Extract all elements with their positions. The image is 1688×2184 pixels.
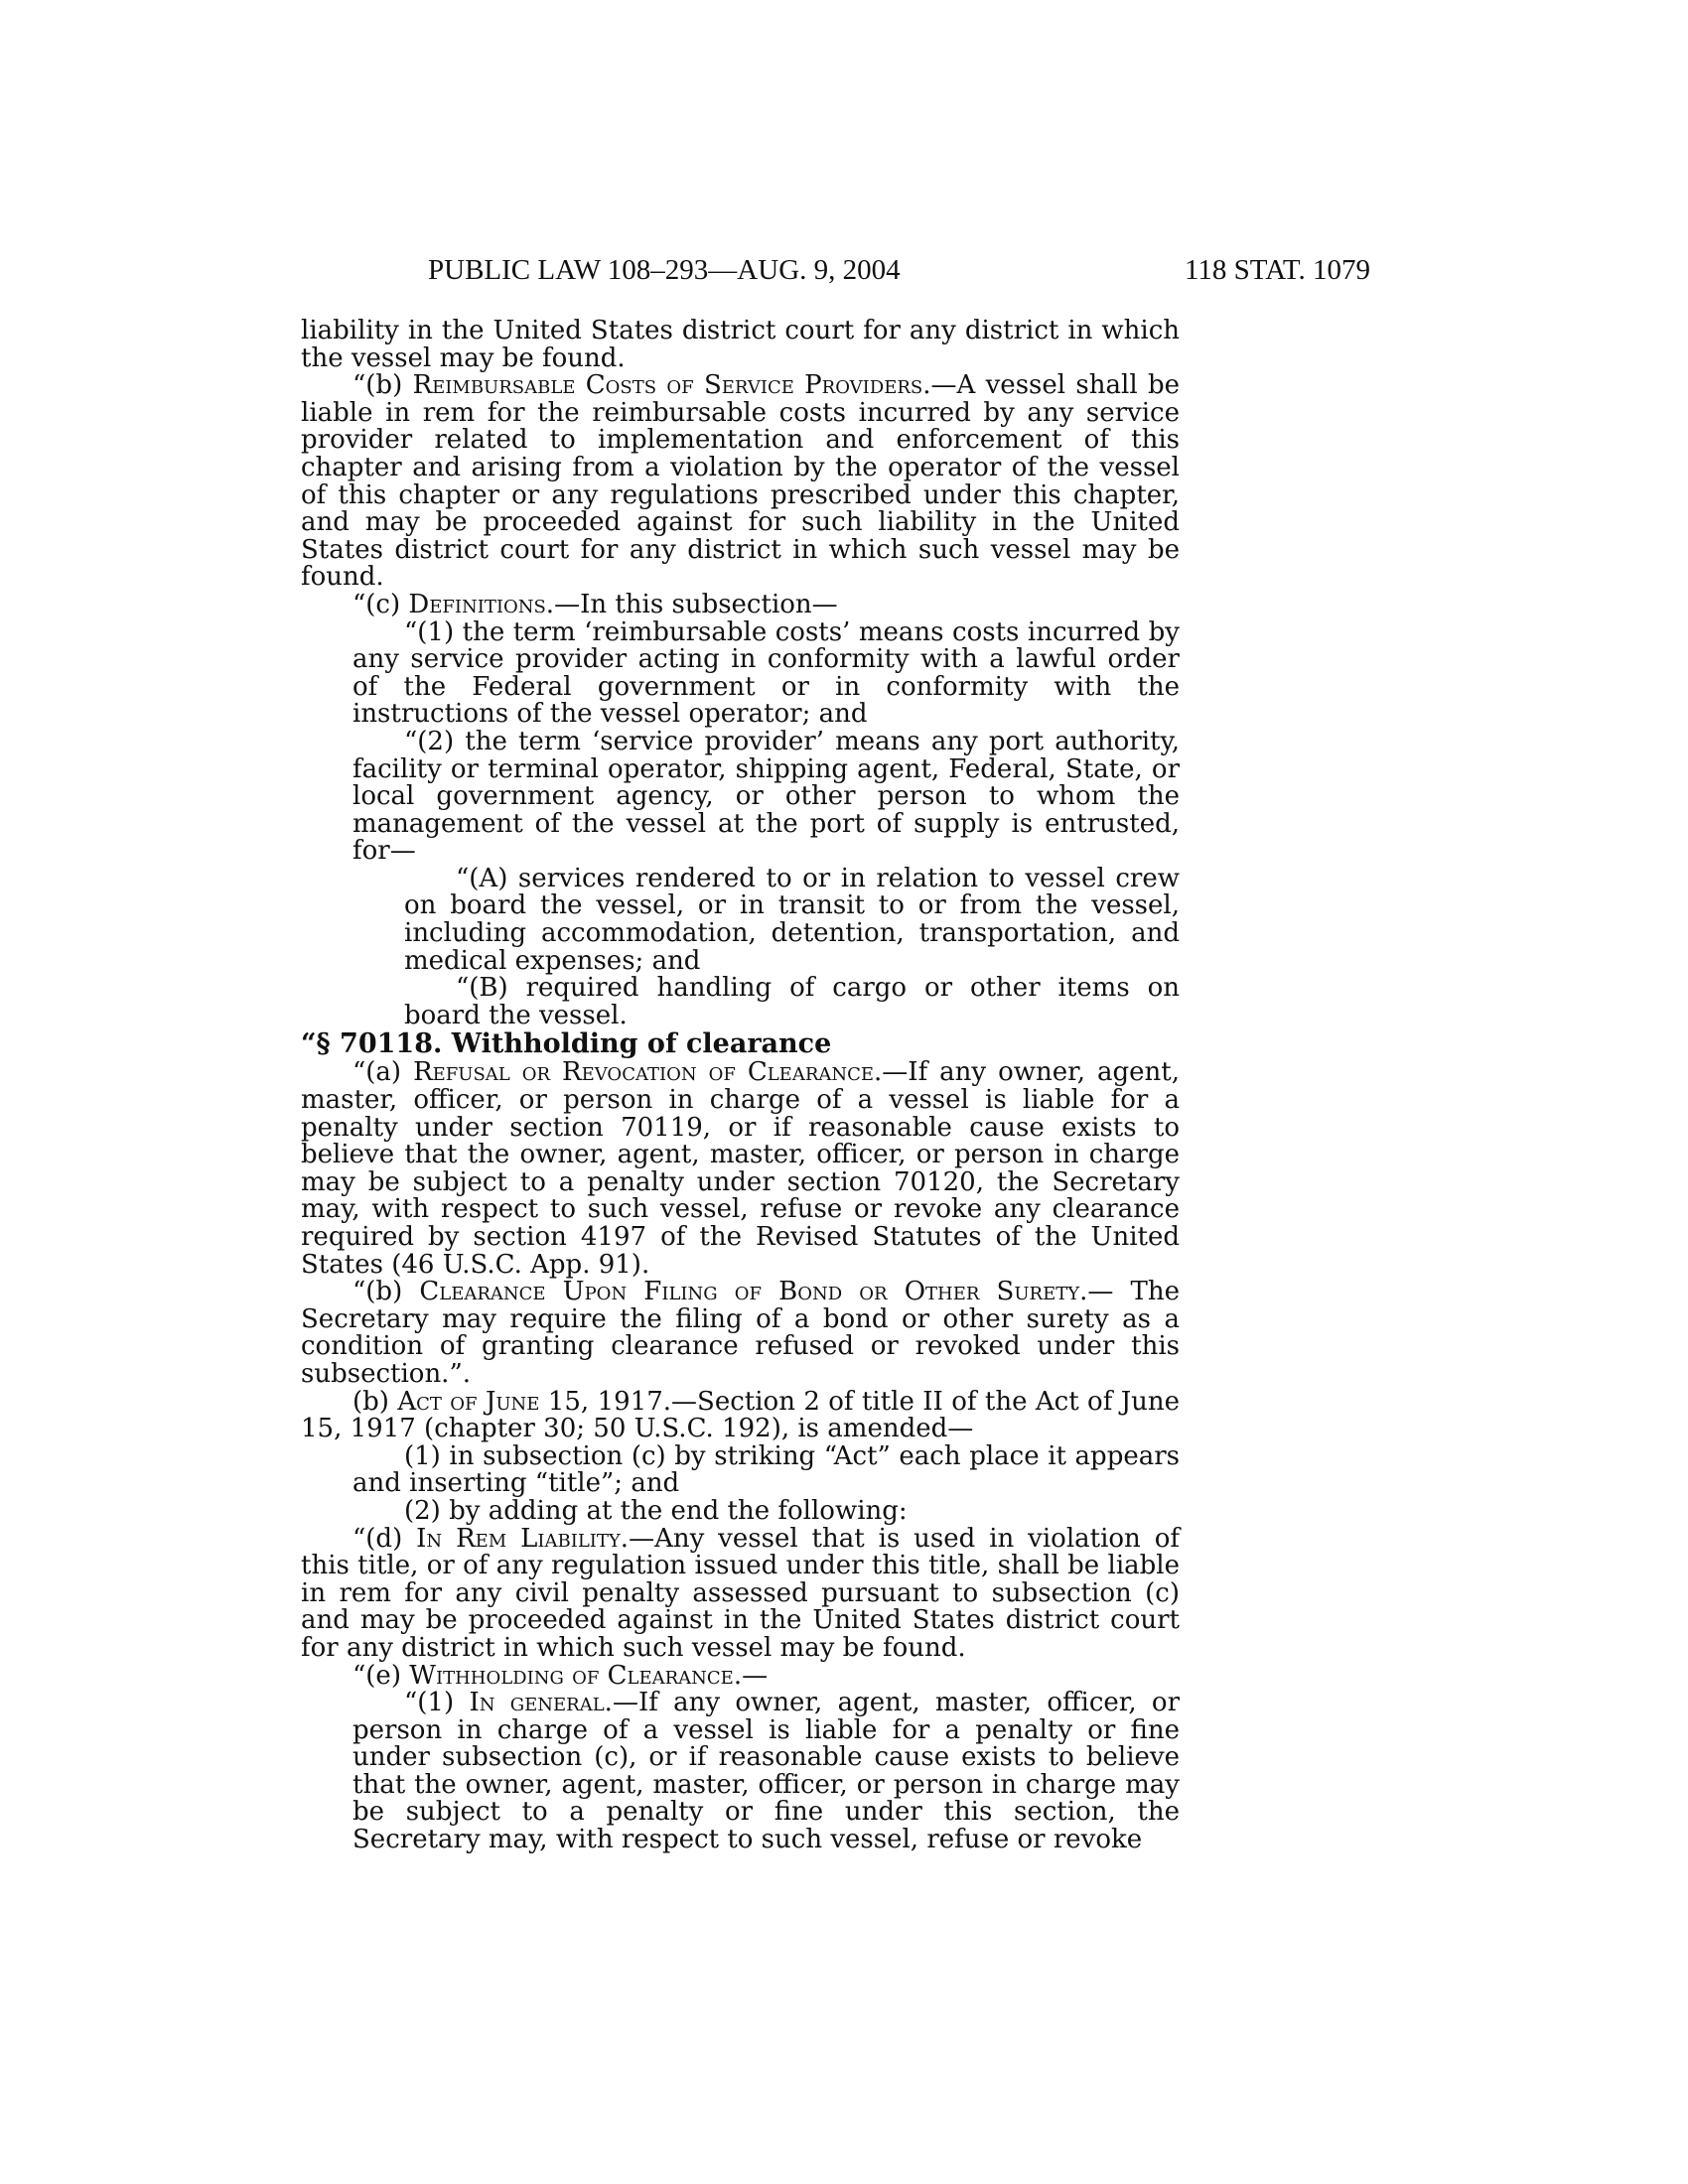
paragraph-amendment-2 [301,1495,1180,1526]
paragraph-text: “(A) services rendered to or in relation to vessel crew on board the vessel, or in transit to or from the vessel, including accommodation, detention, transportation, and medical expenses; and [404,863,1180,976]
paragraph-definition-2 [301,726,1180,867]
paragraph-subsection-b [301,372,1180,592]
paragraph-act-june-1917 [301,1386,1181,1444]
paragraph-in-general [301,1690,1180,1854]
statute-page-number: 118 STAT. 1079 [1185,254,1370,286]
paragraph-prefix: “(b) [352,370,413,401]
paragraph-text: — The Secretary may require the filing of a bond or other surety as a condition of granting clearance refused or revoked under this subsection.”. [301,1277,1180,1389]
paragraph-clause-a [301,863,1180,976]
document-body [301,318,1180,1854]
paragraph-text: —Any vessel that is used in violation of this title, or of any regulation issued under this title, shall be liable in rem for any civil penalty assessed pursuant to subsection (c) and may be proceeded against in the United States district court for any district in which such vessel may be found. [301,1523,1180,1663]
running-head [298,250,1370,290]
paragraph-prefix: “(d) [352,1523,417,1554]
paragraph-prefix: “(a) [352,1057,414,1088]
paragraph-caption: In Rem Liability. [416,1523,630,1554]
paragraph-text: “(B) required handling of cargo or other items on board the vessel. [404,973,1180,1030]
paragraph-prefix: (b) [352,1386,398,1417]
paragraph-caption: Clearance Upon Filing of Bond or Other Surety. [419,1277,1088,1307]
paragraph-prefix: “(1) [404,1688,470,1718]
paragraph-clause-b [301,975,1180,1029]
paragraph-text: (1) in subsection (c) by striking “Act” each place it appears and inserting “title”; and [352,1440,1180,1499]
paragraph-text: —If any owner, agent, master, officer, or person in charge of a vessel is liable for a penalty or fine under subsection (c), or if reasonable cause exists to believe that the owner, agent, master, officer, or person in charge may be subject to a penalty or fine under this section, the Secretary may, with respect to such vessel, refuse or revoke [352,1688,1180,1855]
paragraph-text: —In this subsection— [554,589,838,619]
paragraph-text: —A vessel shall be liable in rem for the reimbursable costs incurred by any service provider related to implementation and enforcement of this chapter and arising from a violation by the operator of the vessel of this chapter or any regulations prescribed under this chapter, and may be proceeded against for such liability in the United States district court for any district in which such vessel may be found. [301,370,1180,593]
page-title: PUBLIC LAW 108–293—AUG. 9, 2004 [428,254,901,286]
paragraph-refusal-revocation [301,1059,1180,1279]
paragraph-prefix: “(b) [352,1277,420,1307]
section-heading-text: “§ 70118. Withholding of clearance [301,1028,832,1060]
paragraph-bond-surety [301,1279,1180,1388]
section-heading [301,1029,1180,1059]
paragraph-caption: Refusal or Revocation of Clearance. [413,1057,883,1088]
paragraph-text: “(1) the term ‘reimbursable costs’ means costs incurred by any service provider acting in conformity with a lawful order of the Federal government or in conformity with the instructions of the vessel operator; and [352,616,1180,730]
paragraph-caption: Withholding of Clearance. [409,1660,743,1691]
paragraph-prefix: “(c) [352,589,409,619]
paragraph-amendment-1 [301,1440,1180,1499]
paragraph-text: — [742,1660,769,1691]
paragraph-caption: Reimbursable Costs of Service Providers. [412,370,931,401]
paragraph-in-rem-liability [301,1523,1180,1663]
paragraph-definition-1 [301,616,1180,730]
paragraph-caption: Definitions. [408,589,555,619]
paragraph-text: (2) by adding at the end the following: [404,1495,908,1526]
paragraph-caption: In general. [469,1688,613,1718]
paragraph-continuation [301,318,1180,372]
paragraph-prefix: “(e) [352,1660,410,1691]
paragraph-subsection-c [301,589,1180,619]
paragraph-text: —If any owner, agent, master, officer, or person in charge of a vessel is liable for a penalty under section 70119, or if reasonable cause exists to believe that the owner, agent, master, officer, or person in charge may be subject to a penalty under section 70120, the Secretary may, with respect to such vessel, refuse or revoke any clearance required by section 4197 of the Revised Statutes of the United States (46 U.S.C. App. 91). [301,1057,1180,1280]
paragraph-text: —Section 2 of title II of the Act of June 15, 1917 (chapter 30; 50 U.S.C. 192), is amended— [301,1386,1181,1444]
paragraph-withholding-clearance [301,1660,1180,1691]
paragraph-text: liability in the United States district court for any district in which the vessel may be found. [301,316,1180,373]
paragraph-caption: Act of June 15, 1917. [397,1386,672,1417]
paragraph-text: “(2) the term ‘service provider’ means any port authority, facility or terminal operator, shipping agent, Federal, State, or local government agency, or other person to whom the management of the vessel at the port of supply is entrusted, for— [352,726,1180,867]
